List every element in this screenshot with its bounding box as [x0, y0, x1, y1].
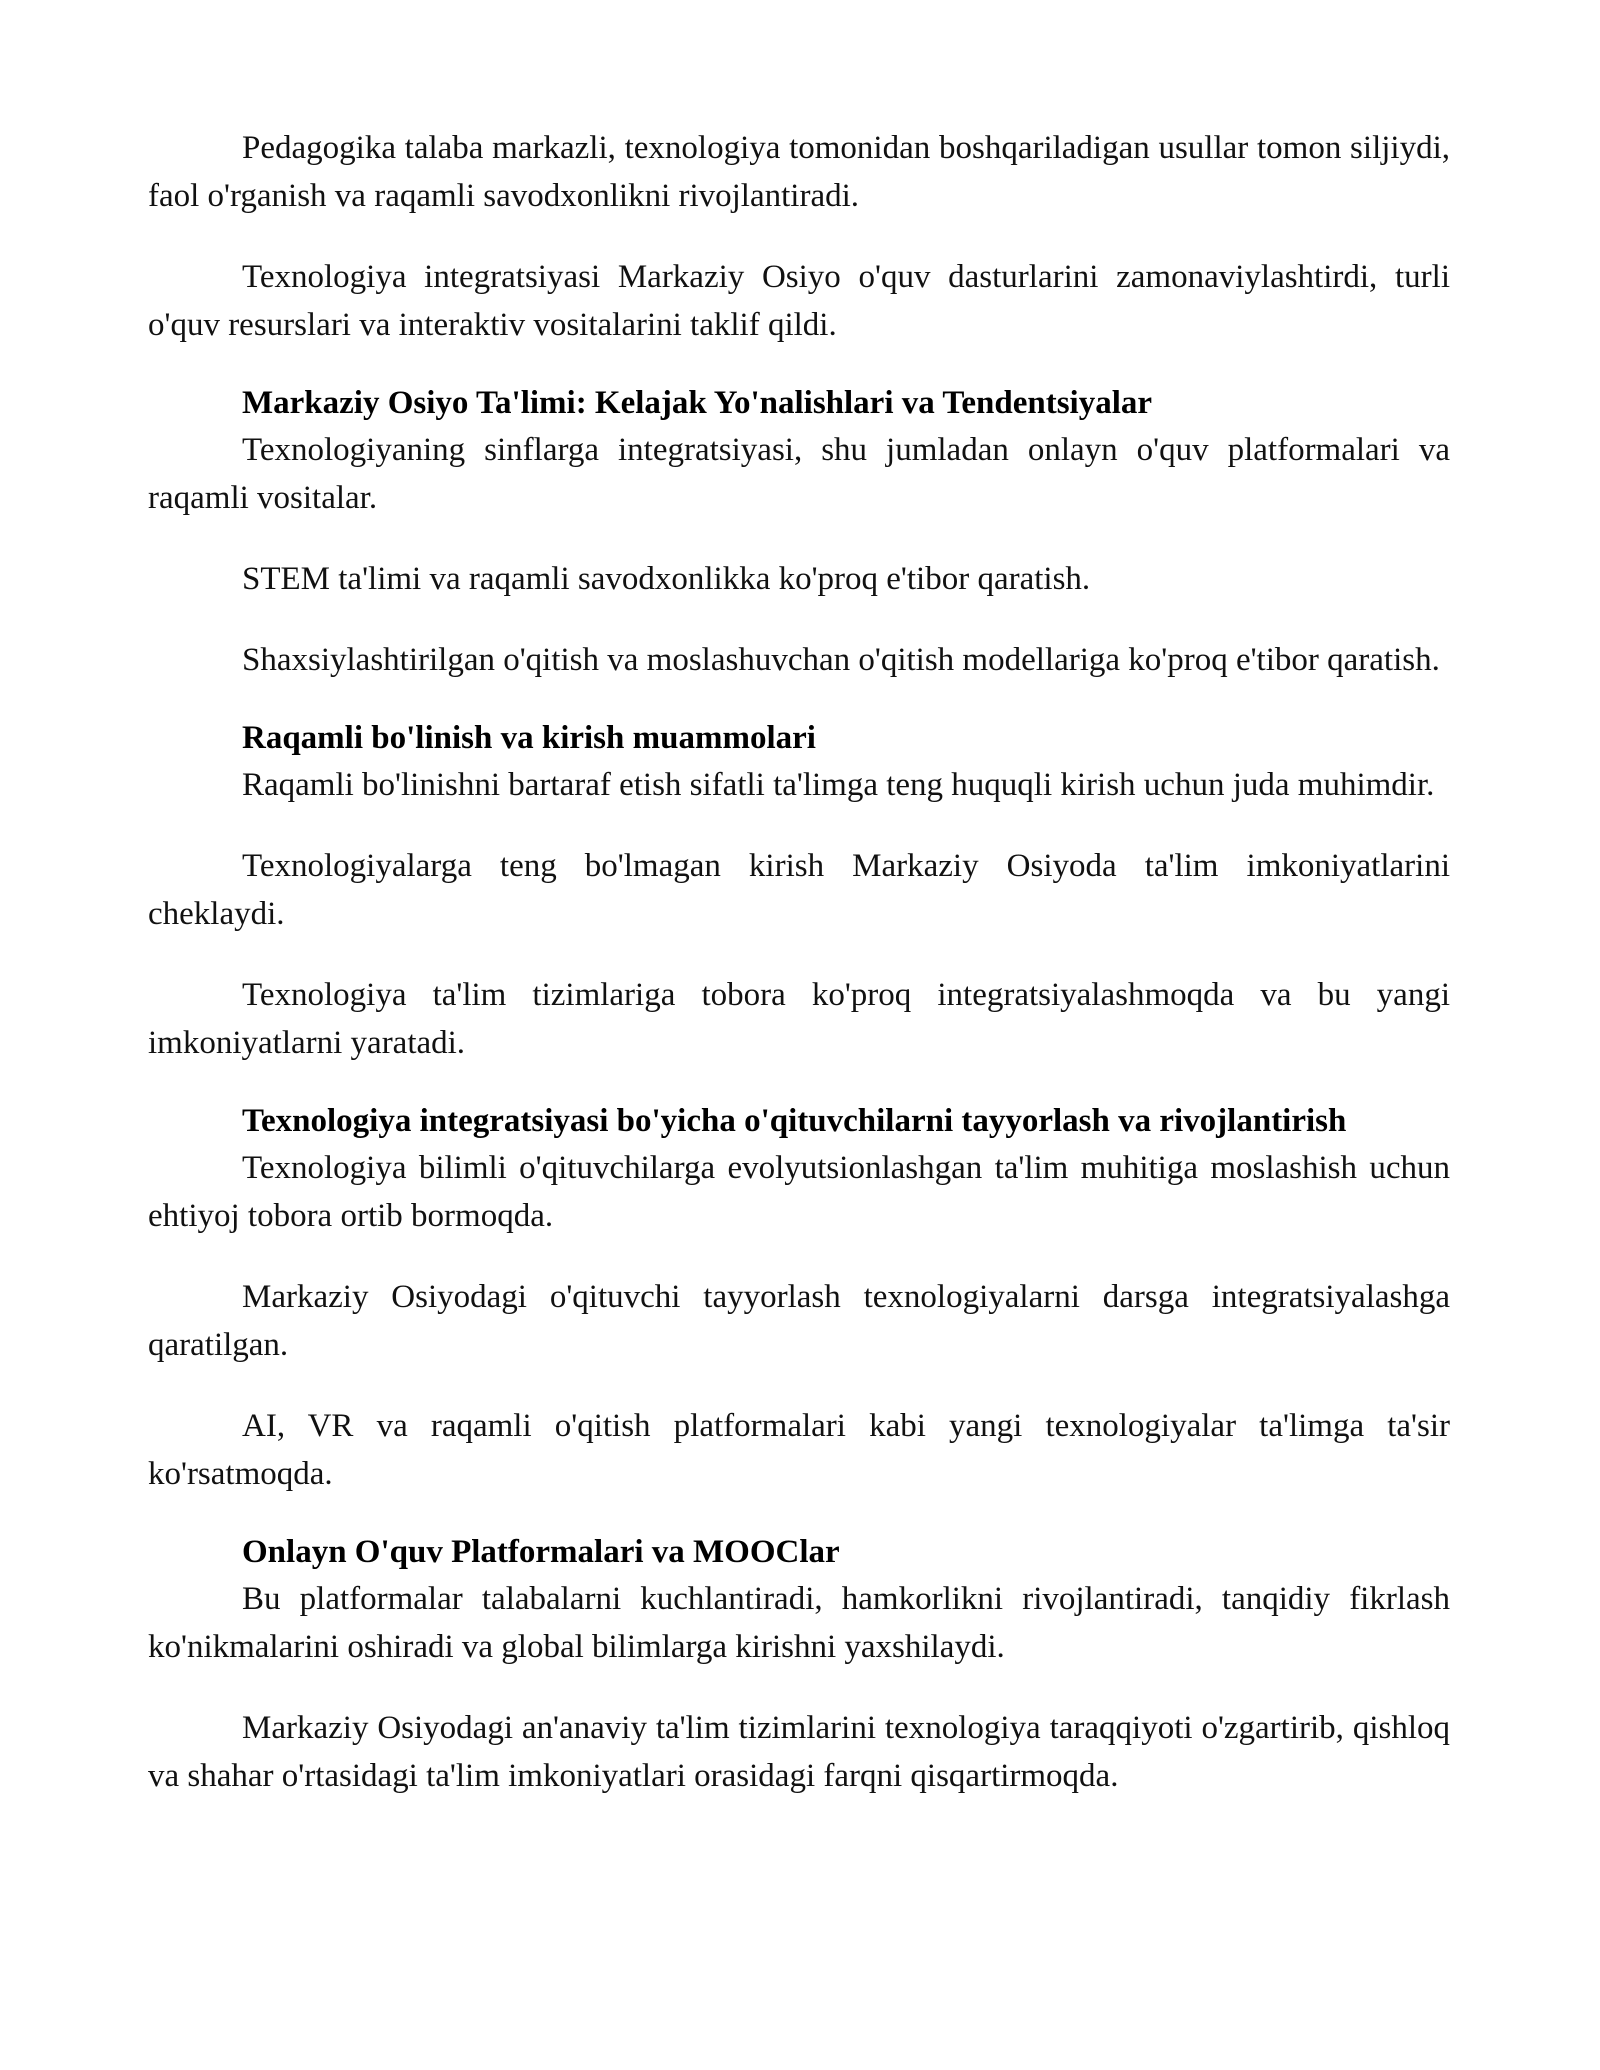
- section-heading: Raqamli bo'linish va kirish muammolari: [242, 720, 816, 756]
- section-online-platforms: [148, 1531, 1450, 1800]
- document-page: [148, 124, 1450, 1833]
- section-paragraph: STEM ta'limi va raqamli savodxonlikka ko'proq e'tibor qaratish.: [242, 561, 1091, 597]
- section-paragraph: Texnologiya ta'lim tizimlariga tobora ko'proq integratsiyalashmoqda va bu yangi imkoniyatlarni yaratadi.: [148, 977, 1450, 1061]
- section-paragraph: AI, VR va raqamli o'qitish platformalari kabi yangi texnologiyalar ta'limga ta'sir ko'rsatmoqda.: [148, 1408, 1450, 1492]
- section-paragraph: Raqamli bo'linishni bartaraf etish sifatli ta'limga teng huquqli kirish uchun juda muhimdir.: [242, 767, 1435, 803]
- intro-paragraph-2: Texnologiya integratsiyasi Markaziy Osiyo o'quv dasturlarini zamonaviylashtirdi, turli o'quv resurslari va interaktiv vositalarini taklif qildi.: [148, 259, 1450, 343]
- section-heading: Markaziy Osiyo Ta'limi: Kelajak Yo'nalishlari va Tendentsiyalar: [242, 385, 1153, 421]
- section-paragraph: Markaziy Osiyodagi an'anaviy ta'lim tizimlarini texnologiya taraqqiyoti o'zgartirib, qishloq va shahar o'rtasidagi ta'lim imkoniyatlari orasidagi farqni qisqartirmoqda.: [148, 1710, 1450, 1794]
- section-paragraph: Texnologiyalarga teng bo'lmagan kirish Markaziy Osiyoda ta'lim imkoniyatlarini cheklaydi.: [148, 848, 1450, 932]
- section-future-trends: [148, 382, 1450, 684]
- section-paragraph: Texnologiya bilimli o'qituvchilarga evolyutsionlashgan ta'lim muhitiga moslashish uchun ehtiyoj tobora ortib bormoqda.: [148, 1150, 1450, 1234]
- intro-paragraph-1: Pedagogika talaba markazli, texnologiya tomonidan boshqariladigan usullar tomon siljiydi, faol o'rganish va raqamli savodxonlikni rivojlantiradi.: [148, 130, 1450, 214]
- section-paragraph: Bu platformalar talabalarni kuchlantiradi, hamkorlikni rivojlantiradi, tanqidiy fikrlash ko'nikmalarini oshiradi va global bilimlarga kirishni yaxshilaydi.: [148, 1581, 1450, 1665]
- section-paragraph: Shaxsiylashtirilgan o'qitish va moslashuvchan o'qitish modellariga ko'proq e'tibor qaratish.: [242, 642, 1440, 678]
- section-digital-divide: [148, 717, 1450, 1067]
- section-paragraph: Texnologiyaning sinflarga integratsiyasi, shu jumladan onlayn o'quv platformalari va raqamli vositalar.: [148, 432, 1450, 516]
- section-heading: Onlayn O'quv Platformalari va MOOClar: [242, 1534, 840, 1570]
- section-heading: Texnologiya integratsiyasi bo'yicha o'qituvchilarni tayyorlash va rivojlantirish: [242, 1103, 1347, 1139]
- section-paragraph: Markaziy Osiyodagi o'qituvchi tayyorlash texnologiyalarni darsga integratsiyalashga qaratilgan.: [148, 1279, 1450, 1363]
- section-teacher-training: [148, 1100, 1450, 1498]
